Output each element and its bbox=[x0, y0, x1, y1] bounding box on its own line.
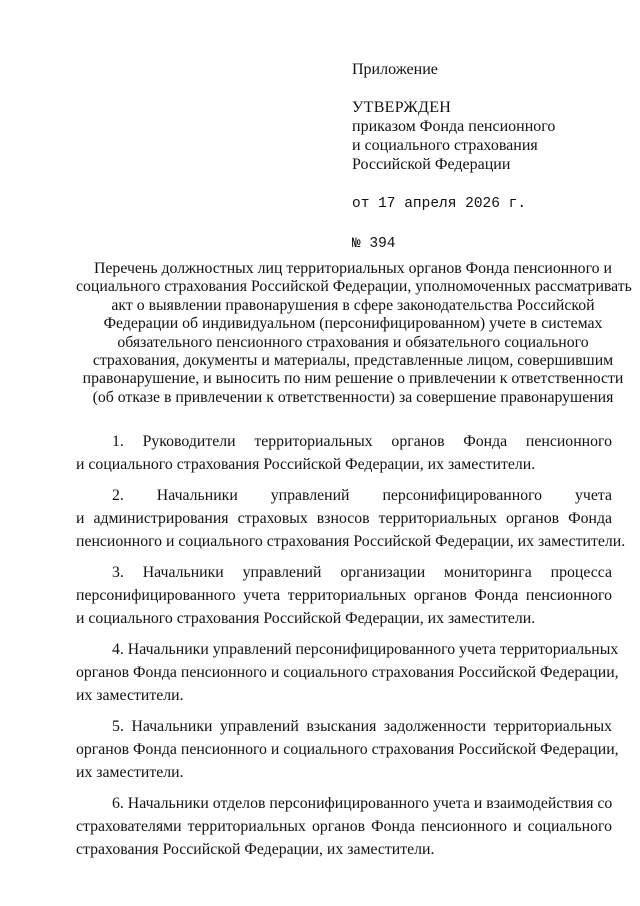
title-line: социального страхования Российской Федерации, уполномоченных рассматривать bbox=[76, 278, 632, 296]
list-item-line: 2. Начальники управлений персонифицированного учета bbox=[112, 487, 612, 504]
title-line: Перечень должностных лиц территориальных органов Фонда пенсионного и bbox=[94, 260, 612, 277]
list-item-line: страхования Российской Федерации, их заместители. bbox=[76, 841, 435, 858]
list-item-line: 1. Руководители территориальных органов Фонда пенсионного bbox=[112, 433, 612, 450]
list-item-line: персонифицированного учета территориальных органов Фонда пенсионного bbox=[76, 587, 612, 604]
title-line: акт о выявлении правонарушения в сфере законодательства Российской bbox=[111, 296, 595, 314]
list-item-line: и администрирования страховых взносов территориальных органов Фонда bbox=[76, 510, 612, 527]
title-line: страхования, документы и материалы, представленные лицом, совершившим bbox=[92, 352, 614, 370]
approved-label: УТВЕРЖДЕН bbox=[352, 99, 452, 116]
list-item bbox=[76, 484, 626, 553]
list-item bbox=[76, 792, 612, 861]
list-item-line: 6. Начальники отделов персонифицированного учета и взаимодействия со bbox=[112, 795, 613, 812]
list-item bbox=[76, 715, 619, 784]
order-number: № 394 bbox=[352, 236, 396, 252]
list-item-line: страхователями территориальных органов Фонда пенсионного и социального bbox=[76, 818, 612, 835]
list-item-line: 4. Начальники управлений персонифицированного учета территориальных bbox=[112, 641, 619, 658]
title-line: Федерации об индивидуальном (персонифицированном) учете в системах bbox=[103, 315, 603, 333]
title-line: правонарушение, и выносить по ним решение о привлечении к ответственности bbox=[82, 370, 624, 388]
list-item-line: 5. Начальники управлений взыскания задолженности территориальных bbox=[112, 718, 612, 735]
approval-block bbox=[352, 60, 612, 254]
list-item-line: и социального страхования Российской Федерации, их заместители. bbox=[76, 610, 536, 627]
approval-line: Российской Федерации bbox=[352, 156, 511, 173]
order-date: от 17 апреля 2026 г. bbox=[352, 196, 527, 212]
list-item-line: их заместители. bbox=[76, 687, 184, 704]
list-item-line: их заместители. bbox=[76, 764, 184, 781]
list-item-line: пенсионного и социального страхования Российской Федерации, их заместители. bbox=[76, 533, 626, 550]
list-item-line: 3. Начальники управлений организации мониторинга процесса bbox=[112, 564, 612, 581]
list-item-line: и социального страхования Российской Федерации, их заместители. bbox=[76, 456, 536, 473]
list-item bbox=[76, 430, 612, 476]
list-item bbox=[76, 638, 619, 707]
title-line: обязательного пенсионного страхования и обязательного социального bbox=[117, 333, 589, 351]
approval-line: и социального страхования bbox=[352, 137, 538, 154]
list-item-line: органов Фонда пенсионного и социального страхования Российской Федерации, bbox=[76, 664, 619, 681]
approval-line: приказом Фонда пенсионного bbox=[352, 118, 556, 135]
appendix-label: Приложение bbox=[352, 61, 438, 78]
document-title bbox=[76, 260, 630, 407]
officials-list bbox=[76, 430, 626, 869]
title-line: (об отказе в привлечении к ответственности) за совершение правонарушения bbox=[92, 388, 614, 406]
list-item bbox=[76, 561, 612, 630]
list-item-line: органов Фонда пенсионного и социального страхования Российской Федерации, bbox=[76, 741, 619, 758]
